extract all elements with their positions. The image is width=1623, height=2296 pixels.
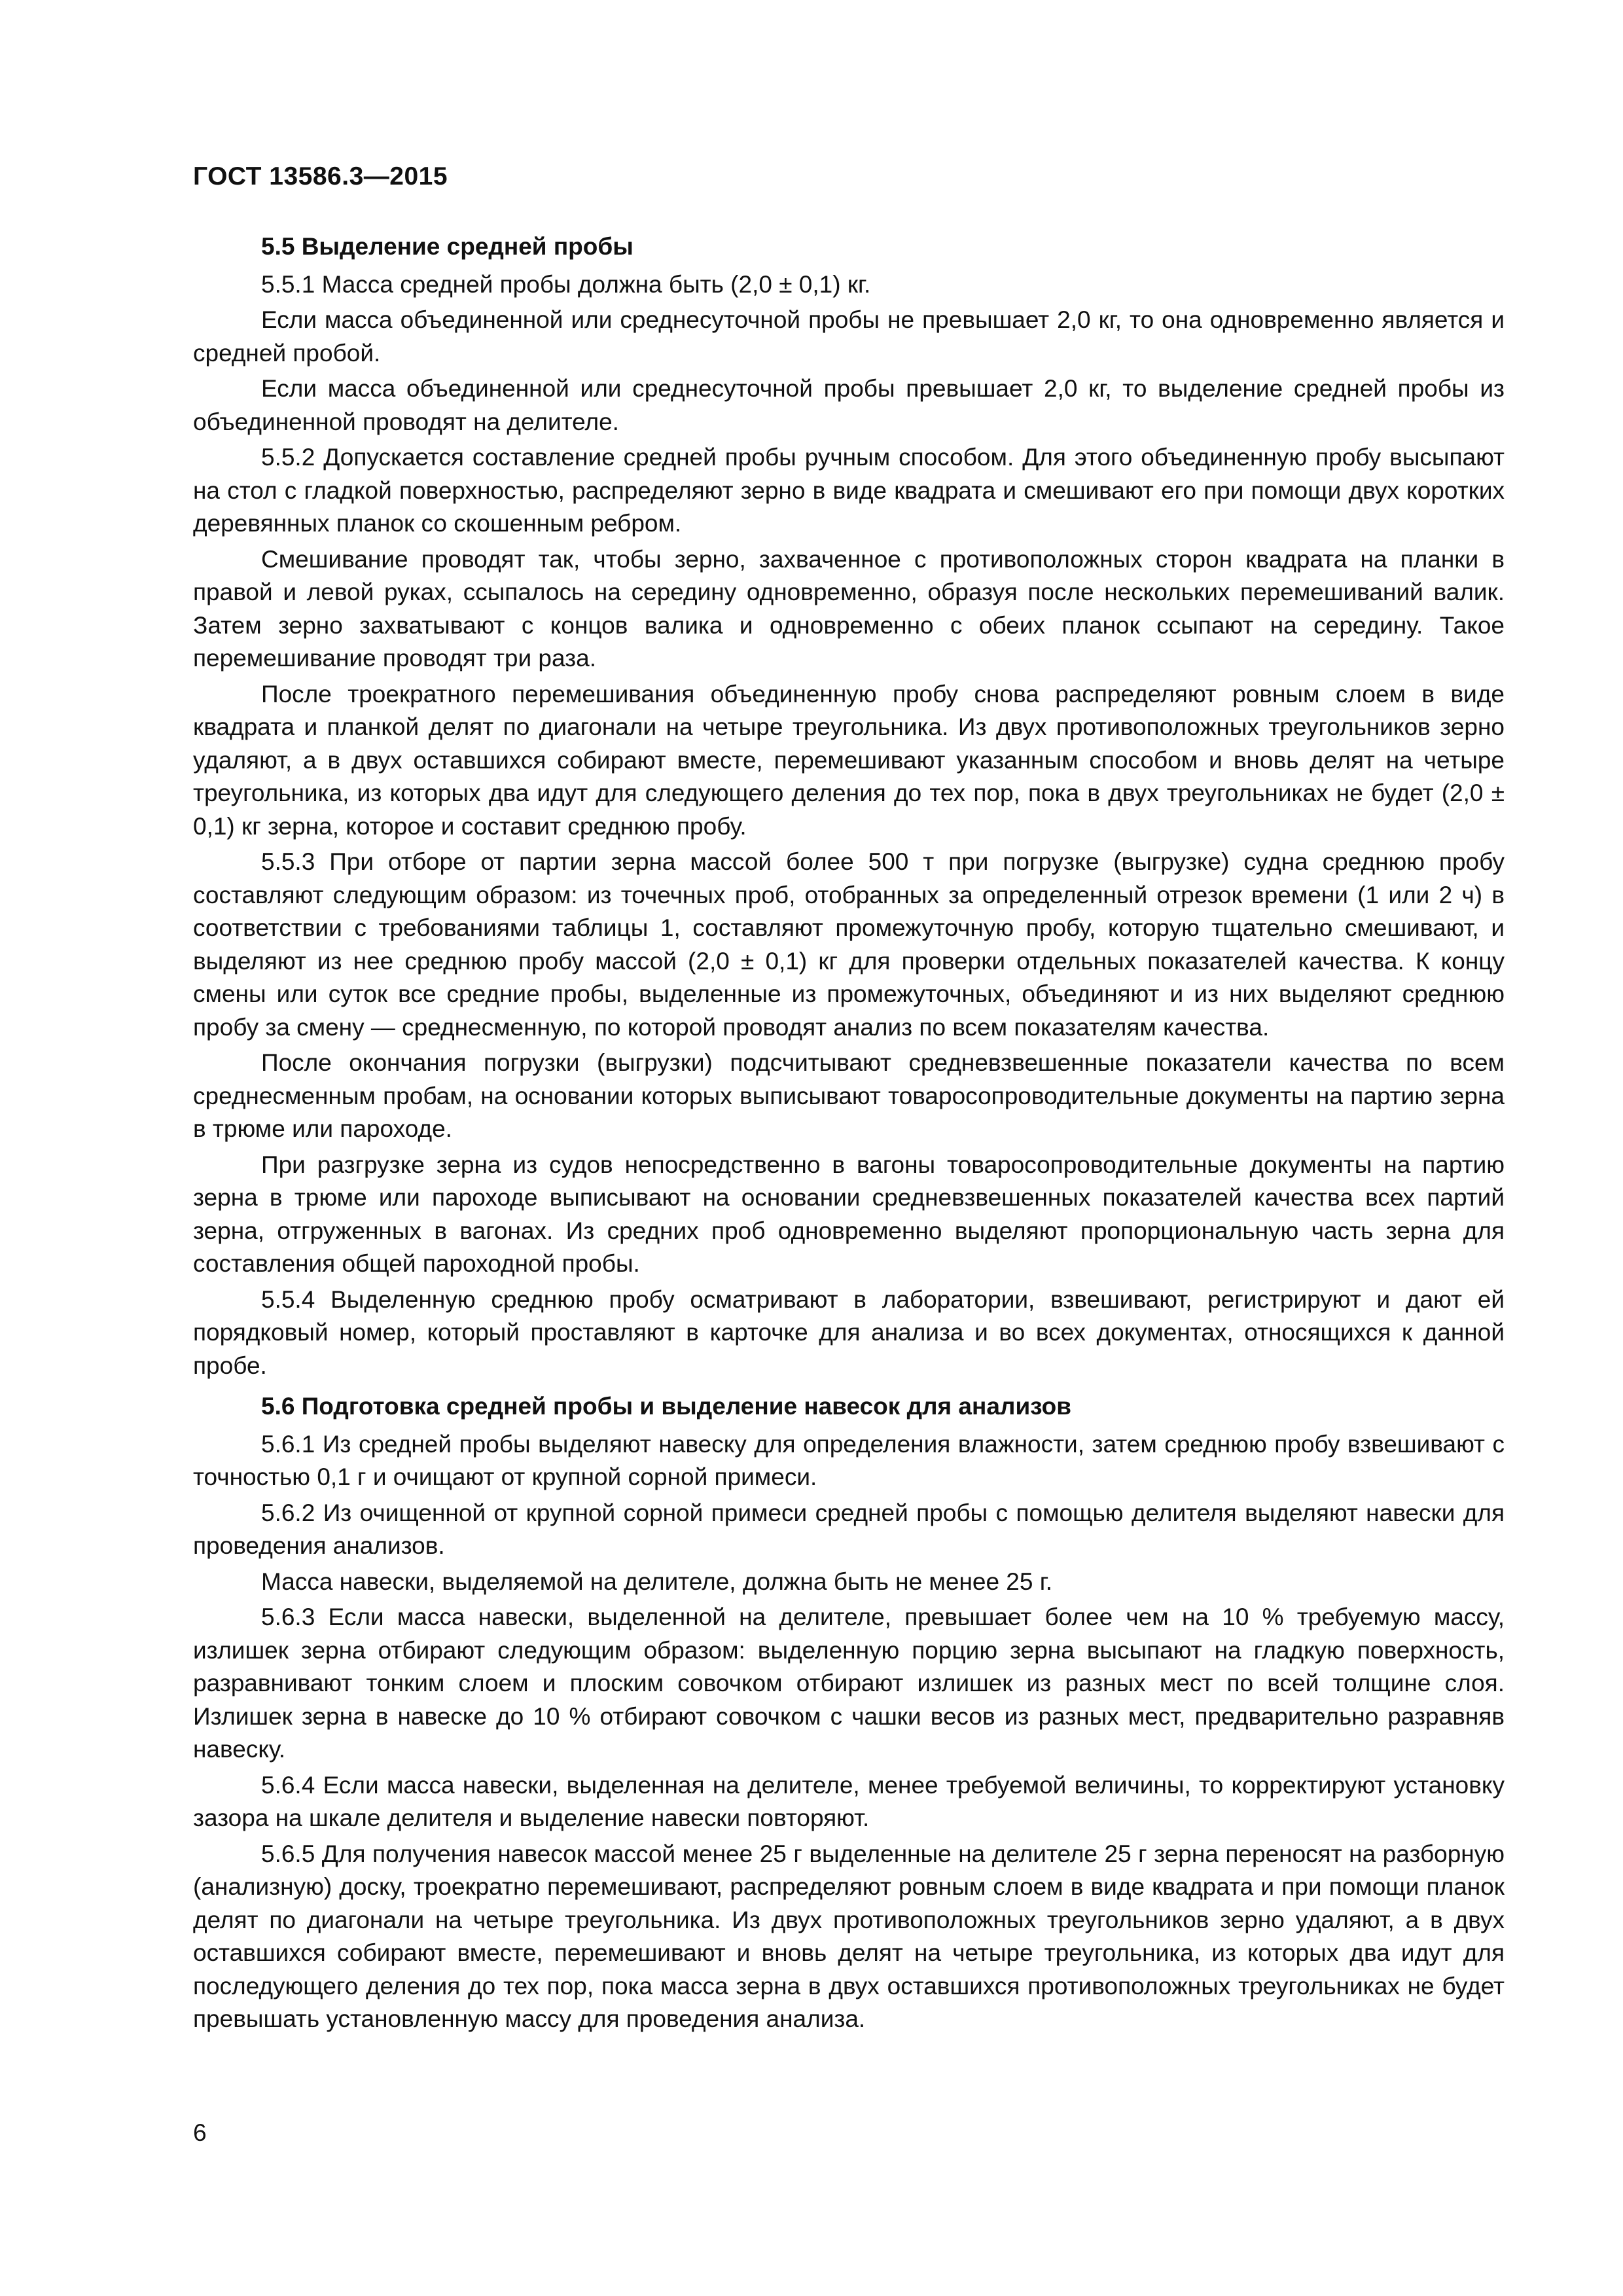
paragraph: 5.6.1 Из средней пробы выделяют навеску для определения влажности, затем среднюю пробу взвешивают с точностью 0,1 г и очищают от крупной сорной примеси.: [193, 1430, 1505, 1490]
paragraph: При разгрузке зерна из судов непосредственно в вагоны товаросопроводительные документы на партию зерна в трюме или пароходе выписывают на основании средневзвешенных показателей качества всех партий зерна, отгруженных в вагонах. Из средних проб одновременно выделяют пропорциональную часть зерна для составления общей пароходной пробы.: [193, 1151, 1505, 1277]
paragraph: 5.5.1 Масса средней пробы должна быть (2,0 ± 0,1) кг.: [261, 270, 871, 298]
document-header: ГОСТ 13586.3—2015: [193, 162, 448, 190]
paragraph: 5.6.2 Из очищенной от крупной сорной примеси средней пробы с помощью делителя выделяют навески для проведения анализов.: [193, 1499, 1505, 1559]
paragraph: После троекратного перемешивания объединенную пробу снова распределяют ровным слоем в виде квадрата и планкой делят по диагонали на четыре треугольника. Из двух противоположных треугольников зерно удаляют, а в двух оставшихся собирают вместе, перемешивают указанным способом и вновь делят на четыре треугольника, из которых два идут для следующего деления до тех пор, пока в двух треугольниках не будет (2,0 ± 0,1) кг зерна, которое и составит среднюю пробу.: [193, 680, 1505, 840]
paragraph: 5.5.4 Выделенную среднюю пробу осматривают в лаборатории, взвешивают, регистрируют и дают ей порядковый номер, который проставляют в карточке для анализа и во всех документах, относящихся к данной пробе.: [193, 1285, 1505, 1379]
page-number: 6: [193, 2119, 207, 2146]
paragraph: 5.6.5 Для получения навесок массой менее 25 г выделенные на делителе 25 г зерна переносят на разборную (анализную) доску, троекратно перемешивают, распределяют ровным слоем в виде квадрата и при помощи планок делят по диагонали на четыре треугольника. Из двух противоположных треугольников зерно удаляют, а в двух оставшихся собирают вместе, перемешивают и вновь делят на четыре треугольника, из которых два идут для последующего деления до тех пор, пока масса зерна в двух оставшихся противоположных треугольниках не будет превышать установленную массу для проведения анализа.: [193, 1840, 1505, 2032]
section-title: 5.5 Выделение средней пробы: [261, 233, 633, 260]
paragraph: Масса навески, выделяемой на делителе, должна быть не менее 25 г.: [261, 1568, 1053, 1595]
document-body: [193, 230, 1505, 2039]
paragraph: 5.6.3 Если масса навески, выделенной на делителе, превышает более чем на 10 % требуемую массу, излишек зерна отбирают следующим образом: выделенную порцию зерна высыпают на гладкую поверхность, разравнивают тонким слоем и плоским совочком отбирают излишек из разных мест по всей толщине слоя. Излишек зерна в навеске до 10 % отбирают совочком с чашки весов из разных мест, предварительно разравняв навеску.: [193, 1604, 1505, 1763]
paragraph: 5.5.2 Допускается составление средней пробы ручным способом. Для этого объединенную пробу высыпают на стол с гладкой поверхностью, распределяют зерно в виде квадрата и смешивают его при помощи двух коротких деревянных планок со скошенным ребром.: [193, 444, 1505, 537]
paragraph: Смешивание проводят так, чтобы зерно, захваченное с противоположных сторон квадрата на планки в правой и левой руках, ссыпалось на середину одновременно, образуя после нескольких перемешиваний валик. Затем зерно захватывают с концов валика и одновременно с обеих планок ссыпают на середину. Такое перемешивание проводят три раза.: [193, 545, 1505, 672]
paragraph: 5.6.4 Если масса навески, выделенная на делителе, менее требуемой величины, то корректируют установку зазора на шкале делителя и выделение навески повторяют.: [193, 1771, 1505, 1831]
section-title: 5.6 Подготовка средней пробы и выделение навесок для анализов: [261, 1393, 1072, 1420]
paragraph: После окончания погрузки (выгрузки) подсчитывают средневзвешенные показатели качества по всем среднесменным пробам, на основании которых выписывают товаросопроводительные документы на партию зерна в трюме или пароходе.: [193, 1049, 1505, 1142]
paragraph: Если масса объединенной или среднесуточной пробы превышает 2,0 кг, то выделение средней пробы из объединенной проводят на делителе.: [193, 375, 1505, 435]
paragraph: Если масса объединенной или среднесуточной пробы не превышает 2,0 кг, то она одновременно является и средней пробой.: [193, 306, 1505, 367]
paragraph: 5.5.3 При отборе от партии зерна массой более 500 т при погрузке (выгрузке) судна среднюю пробу составляют следующим образом: из точечных проб, отобранных за определенный отрезок времени (1 или 2 ч) в соответствии с требованиями таблицы 1, составляют промежуточную пробу, которую тщательно смешивают, и выделяют из нее среднюю пробу массой (2,0 ± 0,1) кг для проверки отдельных показателей качества. К концу смены или суток все средние пробы, выделенные из промежуточных, объединяют и из них выделяют среднюю пробу за смену — среднесменную, по которой проводят анализ по всем показателям качества.: [193, 848, 1505, 1041]
